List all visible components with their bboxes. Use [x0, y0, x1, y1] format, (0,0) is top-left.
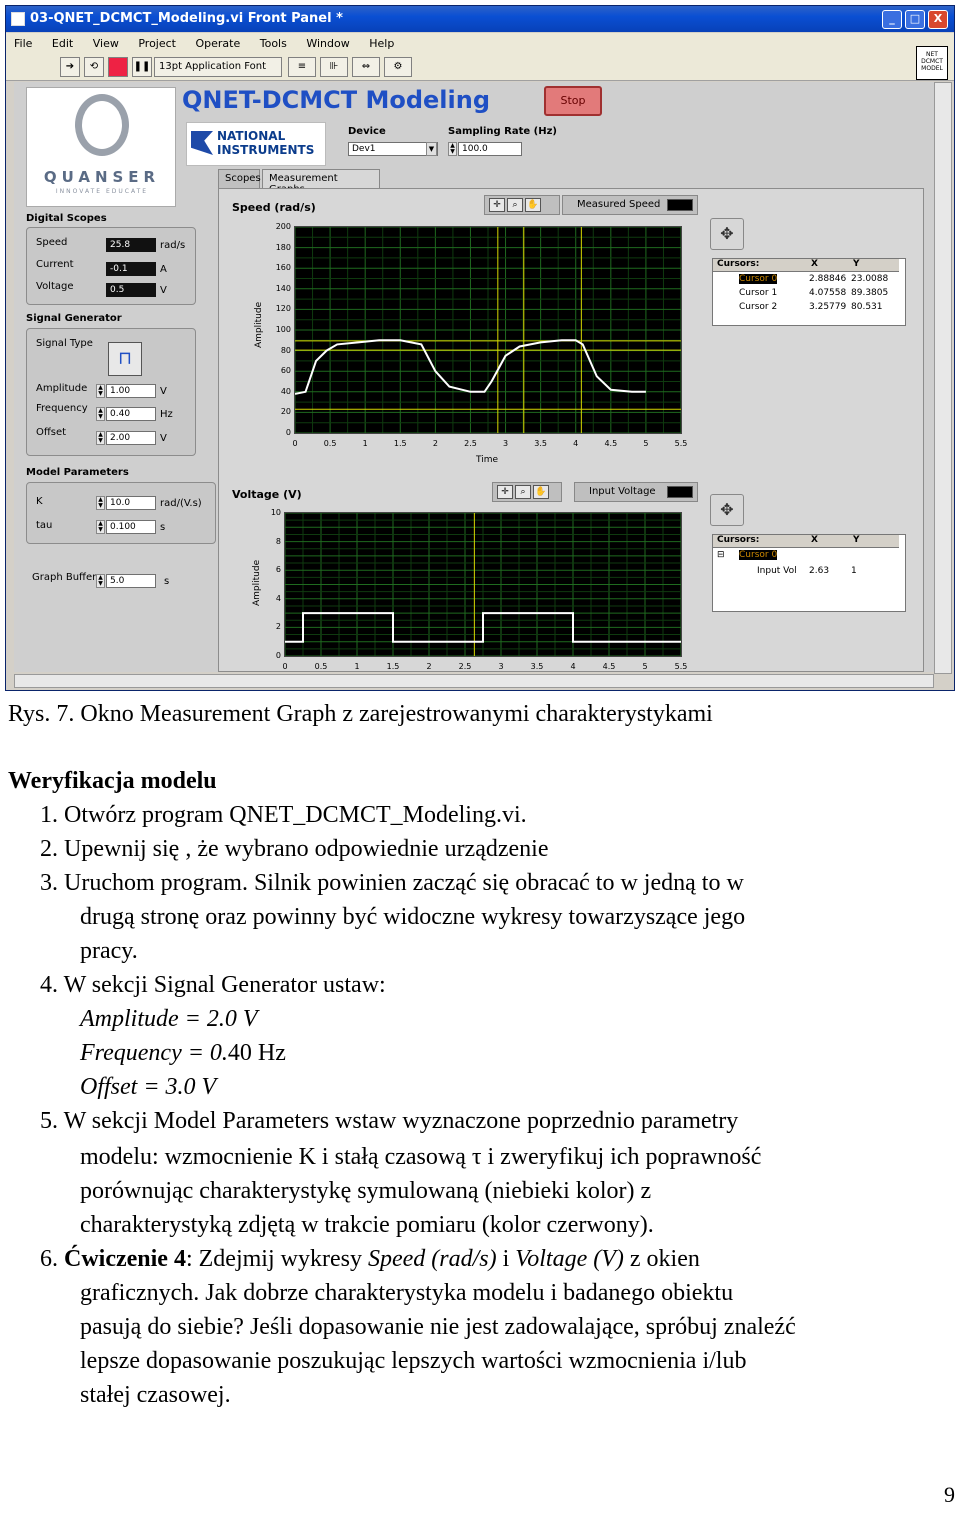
setting-offset: Offset = 3.0 V [80, 1074, 217, 1100]
y-tick-label: 2 [275, 622, 281, 632]
ni-logo [186, 122, 326, 166]
voltage-legend[interactable] [574, 482, 698, 502]
x-tick-label: 3.5 [530, 662, 544, 671]
amplitude-field[interactable]: 1.00 [106, 384, 156, 398]
voltage-plot-svg [285, 513, 681, 656]
speed-ref: Speed (rad/s) [367, 1246, 497, 1272]
page-number: 9 [944, 1482, 955, 1507]
speed-ylabel: Amplitude [254, 301, 264, 348]
x-tick-label: 4.5 [602, 662, 616, 671]
cursors-col-y: Y [853, 535, 860, 545]
list-item: 5. W sekcji Model Parameters wstaw wyznaczone poprzednio parametry [40, 1108, 739, 1134]
list-item-cont: pasują do siebie? Jeśli dopasowanie nie jest zadowalające, spróbuj znaleźć [80, 1314, 796, 1340]
y-tick-label: 8 [275, 536, 281, 546]
item-text: i [496, 1246, 516, 1272]
list-item [40, 1242, 700, 1276]
rate-label: Sampling Rate (Hz) [448, 126, 557, 137]
x-tick-label: 1.5 [393, 439, 407, 448]
x-tick-label: 2.5 [458, 662, 472, 671]
tab-scopes[interactable]: Scopes [218, 169, 260, 189]
quanser-slogan: INNOVATE EDUCATE [55, 188, 149, 195]
section-heading: Weryfikacja modelu [8, 768, 217, 794]
run-continuous-icon[interactable]: ⟲ [84, 57, 104, 77]
signal-generator-title: Signal Generator [26, 313, 122, 324]
x-tick-label: 0.5 [314, 662, 328, 671]
graph-palette [484, 195, 560, 215]
resize-icon[interactable]: ⇔ [352, 57, 380, 77]
graph-buffer-label: Graph Buffer [32, 572, 97, 583]
x-tick-label: 0 [282, 662, 288, 671]
plot-line-swatch-icon [667, 199, 693, 211]
title-bar[interactable] [6, 6, 954, 32]
x-tick-label: 2 [432, 439, 438, 448]
cursor-name: Cursor 1 [739, 288, 778, 298]
cursor-y: 1 [851, 566, 857, 576]
voltage-value: 0.5 [106, 283, 156, 297]
menu-operate[interactable]: Operate [195, 37, 241, 50]
voltage-ref: Voltage (V) [515, 1246, 624, 1272]
frequency-stepper[interactable]: ▲ ▼ [96, 407, 105, 421]
k-stepper[interactable]: ▲ ▼ [96, 496, 105, 510]
list-item-cont: modelu: wzmocnienie K i stałą czasową τ i zweryfikuj ich poprawność [80, 1144, 762, 1170]
amplitude-label: Amplitude [36, 383, 88, 394]
speed-unit: rad/s [160, 240, 186, 251]
x-tick-label: 3 [502, 439, 509, 448]
vertical-scrollbar[interactable] [934, 82, 952, 674]
frequency-unit: Hz [160, 409, 173, 420]
k-label: K [36, 496, 43, 507]
list-item: 3. Uruchom program. Silnik powinien zacząć się obracać to w jedną to w [40, 870, 744, 896]
list-item: 4. W sekcji Signal Generator ustaw: [40, 972, 386, 998]
ni-eagle-icon [191, 131, 213, 155]
rate-field[interactable]: 100.0 [458, 142, 522, 156]
speed-cursors-table [712, 258, 906, 326]
amplitude-stepper[interactable]: ▲ ▼ [96, 384, 105, 398]
horizontal-scrollbar[interactable] [14, 674, 934, 688]
cursor-x: 3.25779 [809, 302, 847, 312]
x-tick-label: 1 [362, 439, 368, 448]
x-tick-label: 2 [426, 662, 432, 671]
frequency-label: Frequency [36, 403, 88, 414]
x-tick-label: 5.5 [674, 662, 688, 671]
menu-window[interactable]: Window [306, 37, 350, 50]
tau-stepper[interactable]: ▲ ▼ [96, 520, 105, 534]
setting-frequency [80, 1036, 286, 1070]
x-tick-label: 1.5 [386, 662, 400, 671]
speed-legend[interactable] [562, 195, 698, 215]
current-unit: A [160, 264, 167, 275]
pause-icon[interactable]: ❚❚ [132, 57, 152, 77]
reorder-icon[interactable]: ⚙ [384, 57, 412, 77]
y-tick-label: 4 [275, 593, 281, 603]
cursor-move-icon[interactable]: ✥ [710, 218, 744, 250]
abort-icon[interactable] [108, 57, 128, 77]
voltage-ylabel: Amplitude [252, 559, 262, 606]
tau-field[interactable]: 0.100 [106, 520, 156, 534]
exercise-label: Ćwiczenie 4 [64, 1246, 186, 1272]
zoom-icon[interactable]: ⌕ [507, 198, 523, 212]
pan-hand-icon[interactable]: ✋ [525, 198, 541, 212]
amplitude-unit: V [160, 386, 167, 397]
offset-unit: V [160, 433, 167, 444]
offset-label: Offset [36, 427, 67, 438]
x-tick-label: 4 [573, 439, 579, 448]
current-label: Current [36, 259, 74, 270]
menu-project[interactable]: Project [138, 37, 176, 50]
y-tick-label: 180 [275, 242, 291, 252]
distribute-icon[interactable]: ⊪ [320, 57, 348, 77]
device-label: Device [348, 126, 386, 137]
x-tick-label: 2.5 [464, 439, 477, 448]
list-item: 1. Otwórz program QNET_DCMCT_Modeling.vi. [40, 802, 527, 828]
pan-hand-icon[interactable]: ✋ [533, 485, 549, 499]
collapse-icon[interactable]: ⊟ [717, 550, 725, 560]
cursor-x: 2.88846 [809, 274, 847, 284]
list-item-cont: lepsze dopasowanie poszukując lepszych wartości wzmocnienia i/lub [80, 1348, 747, 1374]
list-item-cont: stałej czasowej. [80, 1382, 231, 1408]
cursor-x: 4.07558 [809, 288, 847, 298]
k-field[interactable]: 10.0 [106, 496, 156, 510]
quanser-name: QUANSER [43, 168, 161, 186]
plot-line-swatch-icon [667, 486, 693, 498]
menu-file[interactable]: File [14, 37, 33, 50]
vi-icon [11, 12, 25, 26]
y-tick-label: 60 [280, 366, 291, 376]
device-select[interactable]: Dev1 [348, 142, 438, 156]
cursor-name: Cursor 0 [739, 274, 778, 284]
speed-label: Speed [36, 237, 68, 248]
voltage-palette [492, 482, 562, 502]
model-parameters-box [26, 482, 216, 544]
list-item-cont: graficznych. Jak dobrze charakterystyka modelu i badanego obiektu [80, 1280, 734, 1306]
graph-buffer-unit: s [164, 576, 170, 587]
k-unit: rad/(V.s) [160, 498, 202, 509]
voltage-unit: V [160, 285, 167, 296]
signal-type-label: Signal Type [36, 338, 93, 349]
stop-button[interactable]: Stop [544, 86, 602, 116]
offset-stepper[interactable]: ▲ ▼ [96, 431, 105, 445]
tau-label: tau [36, 520, 53, 531]
x-tick-label: 0 [292, 439, 298, 448]
toolbar [6, 53, 954, 81]
ni-line2: INSTRUMENTS [217, 143, 315, 157]
quanser-logo [26, 87, 176, 207]
current-value: -0.1 [106, 262, 156, 276]
x-tick-label: 1 [354, 662, 360, 671]
y-tick-label: 40 [280, 386, 291, 396]
x-tick-label: 4.5 [604, 439, 618, 448]
cursors-col-name: Cursors: [717, 535, 760, 545]
x-tick-label: 3.5 [534, 439, 547, 448]
item-number: 6. [40, 1246, 64, 1272]
cursor-move-icon[interactable]: ✥ [710, 494, 744, 526]
font-select[interactable]: 13pt Application Font [154, 57, 282, 77]
cursor-name: Input Vol [757, 566, 797, 576]
speed-plot[interactable] [294, 226, 682, 434]
y-tick-label: 10 [270, 508, 281, 517]
item-text: : Zdejmij wykresy [185, 1246, 368, 1272]
list-item-cont: porównując charakterystykę symulowaną (niebieki kolor) z [80, 1178, 652, 1204]
list-item-cont: charakterystyką zdjętą w trakcie pomiaru (kolor czerwony). [80, 1212, 654, 1238]
x-tick-label: 4 [570, 662, 576, 671]
cursors-col-x: X [811, 535, 818, 545]
y-tick-label: 0 [275, 651, 281, 660]
y-tick-label: 100 [275, 325, 291, 334]
menu-tools[interactable]: Tools [259, 37, 287, 50]
cursor-y: 80.531 [851, 302, 883, 312]
y-tick-label: 20 [280, 407, 291, 417]
x-tick-label: 3 [498, 662, 504, 671]
panel-title: QNET-DCMCT Modeling [182, 86, 490, 114]
x-tick-label: 0.5 [323, 439, 337, 448]
item-text: z okien [623, 1246, 700, 1272]
digital-scopes-title: Digital Scopes [26, 213, 107, 224]
maximize-button[interactable]: □ [905, 10, 925, 29]
cursors-col-name: Cursors: [717, 259, 760, 269]
list-item-cont: pracy. [80, 938, 138, 964]
speed-plot-svg [295, 227, 681, 433]
chevron-down-icon[interactable]: ▼ [426, 142, 437, 156]
cursor-x: 2.63 [809, 566, 830, 576]
crosshair-icon[interactable]: ✛ [497, 485, 513, 499]
menu-help[interactable]: Help [369, 37, 395, 50]
y-tick-label: 80 [280, 345, 291, 355]
list-item: 2. Upewnij się , że wybrano odpowiednie urządzenie [40, 836, 549, 862]
figure-caption: Rys. 7. Okno Measurement Graph z zarejestrowanymi charakterystykami [8, 701, 713, 727]
x-tick-label: 5 [642, 662, 648, 671]
square-wave-icon[interactable]: ⊓ [108, 342, 142, 376]
ni-line1: NATIONAL [217, 129, 286, 143]
voltage-graph-title: Voltage (V) [232, 488, 302, 501]
zoom-icon[interactable]: ⌕ [515, 485, 531, 499]
tab-measurement-graphs[interactable]: Measurement [262, 169, 380, 189]
y-tick-label: 120 [275, 304, 291, 314]
y-tick-label: 200 [275, 222, 291, 231]
cursors-header [713, 259, 899, 272]
frequency-part-roman: 40 Hz [227, 1040, 286, 1066]
speed-legend-label: Measured Speed [577, 199, 661, 210]
y-tick-label: 0 [285, 428, 291, 437]
cursor-y: 89.3805 [851, 288, 889, 298]
frequency-part-italic: Frequency = 0. [80, 1040, 228, 1066]
front-panel [14, 82, 934, 672]
cursors-header [713, 535, 899, 548]
list-item-cont: drugą stronę oraz powinny być widoczne wykresy towarzyszące jego [80, 904, 746, 930]
menu-view[interactable]: View [92, 37, 119, 50]
speed-graph-title: Speed (rad/s) [232, 201, 316, 214]
run-arrow-icon[interactable]: ➔ [60, 57, 80, 77]
close-button[interactable]: X [928, 10, 948, 29]
x-tick-label: 5 [643, 439, 649, 448]
cursor-name: Cursor 0 [739, 550, 778, 560]
voltage-label: Voltage [36, 281, 74, 292]
minimize-button[interactable]: _ [882, 10, 902, 29]
rate-stepper[interactable]: ▲ ▼ [448, 142, 457, 156]
crosshair-icon[interactable]: ✛ [489, 198, 505, 212]
menu-bar [6, 33, 954, 53]
x-tick-label: 5.5 [674, 439, 688, 448]
setting-amplitude: Amplitude = 2.0 V [80, 1006, 258, 1032]
labview-window [5, 5, 955, 691]
cursors-col-y: Y [853, 259, 860, 269]
speed-value: 25.8 [106, 238, 156, 252]
voltage-plot[interactable] [284, 512, 682, 657]
graph-buffer-field[interactable]: 5.0 [106, 574, 156, 588]
voltage-legend-label: Input Voltage [589, 486, 656, 497]
cursor-y: 23.0088 [851, 274, 889, 284]
tau-unit: s [160, 522, 166, 533]
menu-edit[interactable]: Edit [51, 37, 74, 50]
quanser-q-icon [75, 94, 129, 156]
align-icon[interactable]: ≡ [288, 57, 316, 77]
speed-xlabel: Time [476, 455, 499, 465]
y-tick-label: 6 [275, 565, 281, 575]
cursors-col-x: X [811, 259, 818, 269]
offset-field[interactable]: 2.00 [106, 431, 156, 445]
model-parameters-title: Model Parameters [26, 467, 129, 478]
y-tick-label: 160 [275, 263, 291, 273]
y-tick-label: 140 [275, 283, 291, 293]
voltage-cursors-table [712, 534, 906, 612]
cursor-name: Cursor 2 [739, 302, 778, 312]
window-title: 03-QNET_DCMCT_Modeling.vi Front Panel * [30, 11, 343, 26]
vi-logo: NET DCMCT MODEL [916, 46, 948, 80]
graph-buffer-stepper[interactable]: ▲ ▼ [96, 574, 105, 588]
frequency-field[interactable]: 0.40 [106, 407, 156, 421]
